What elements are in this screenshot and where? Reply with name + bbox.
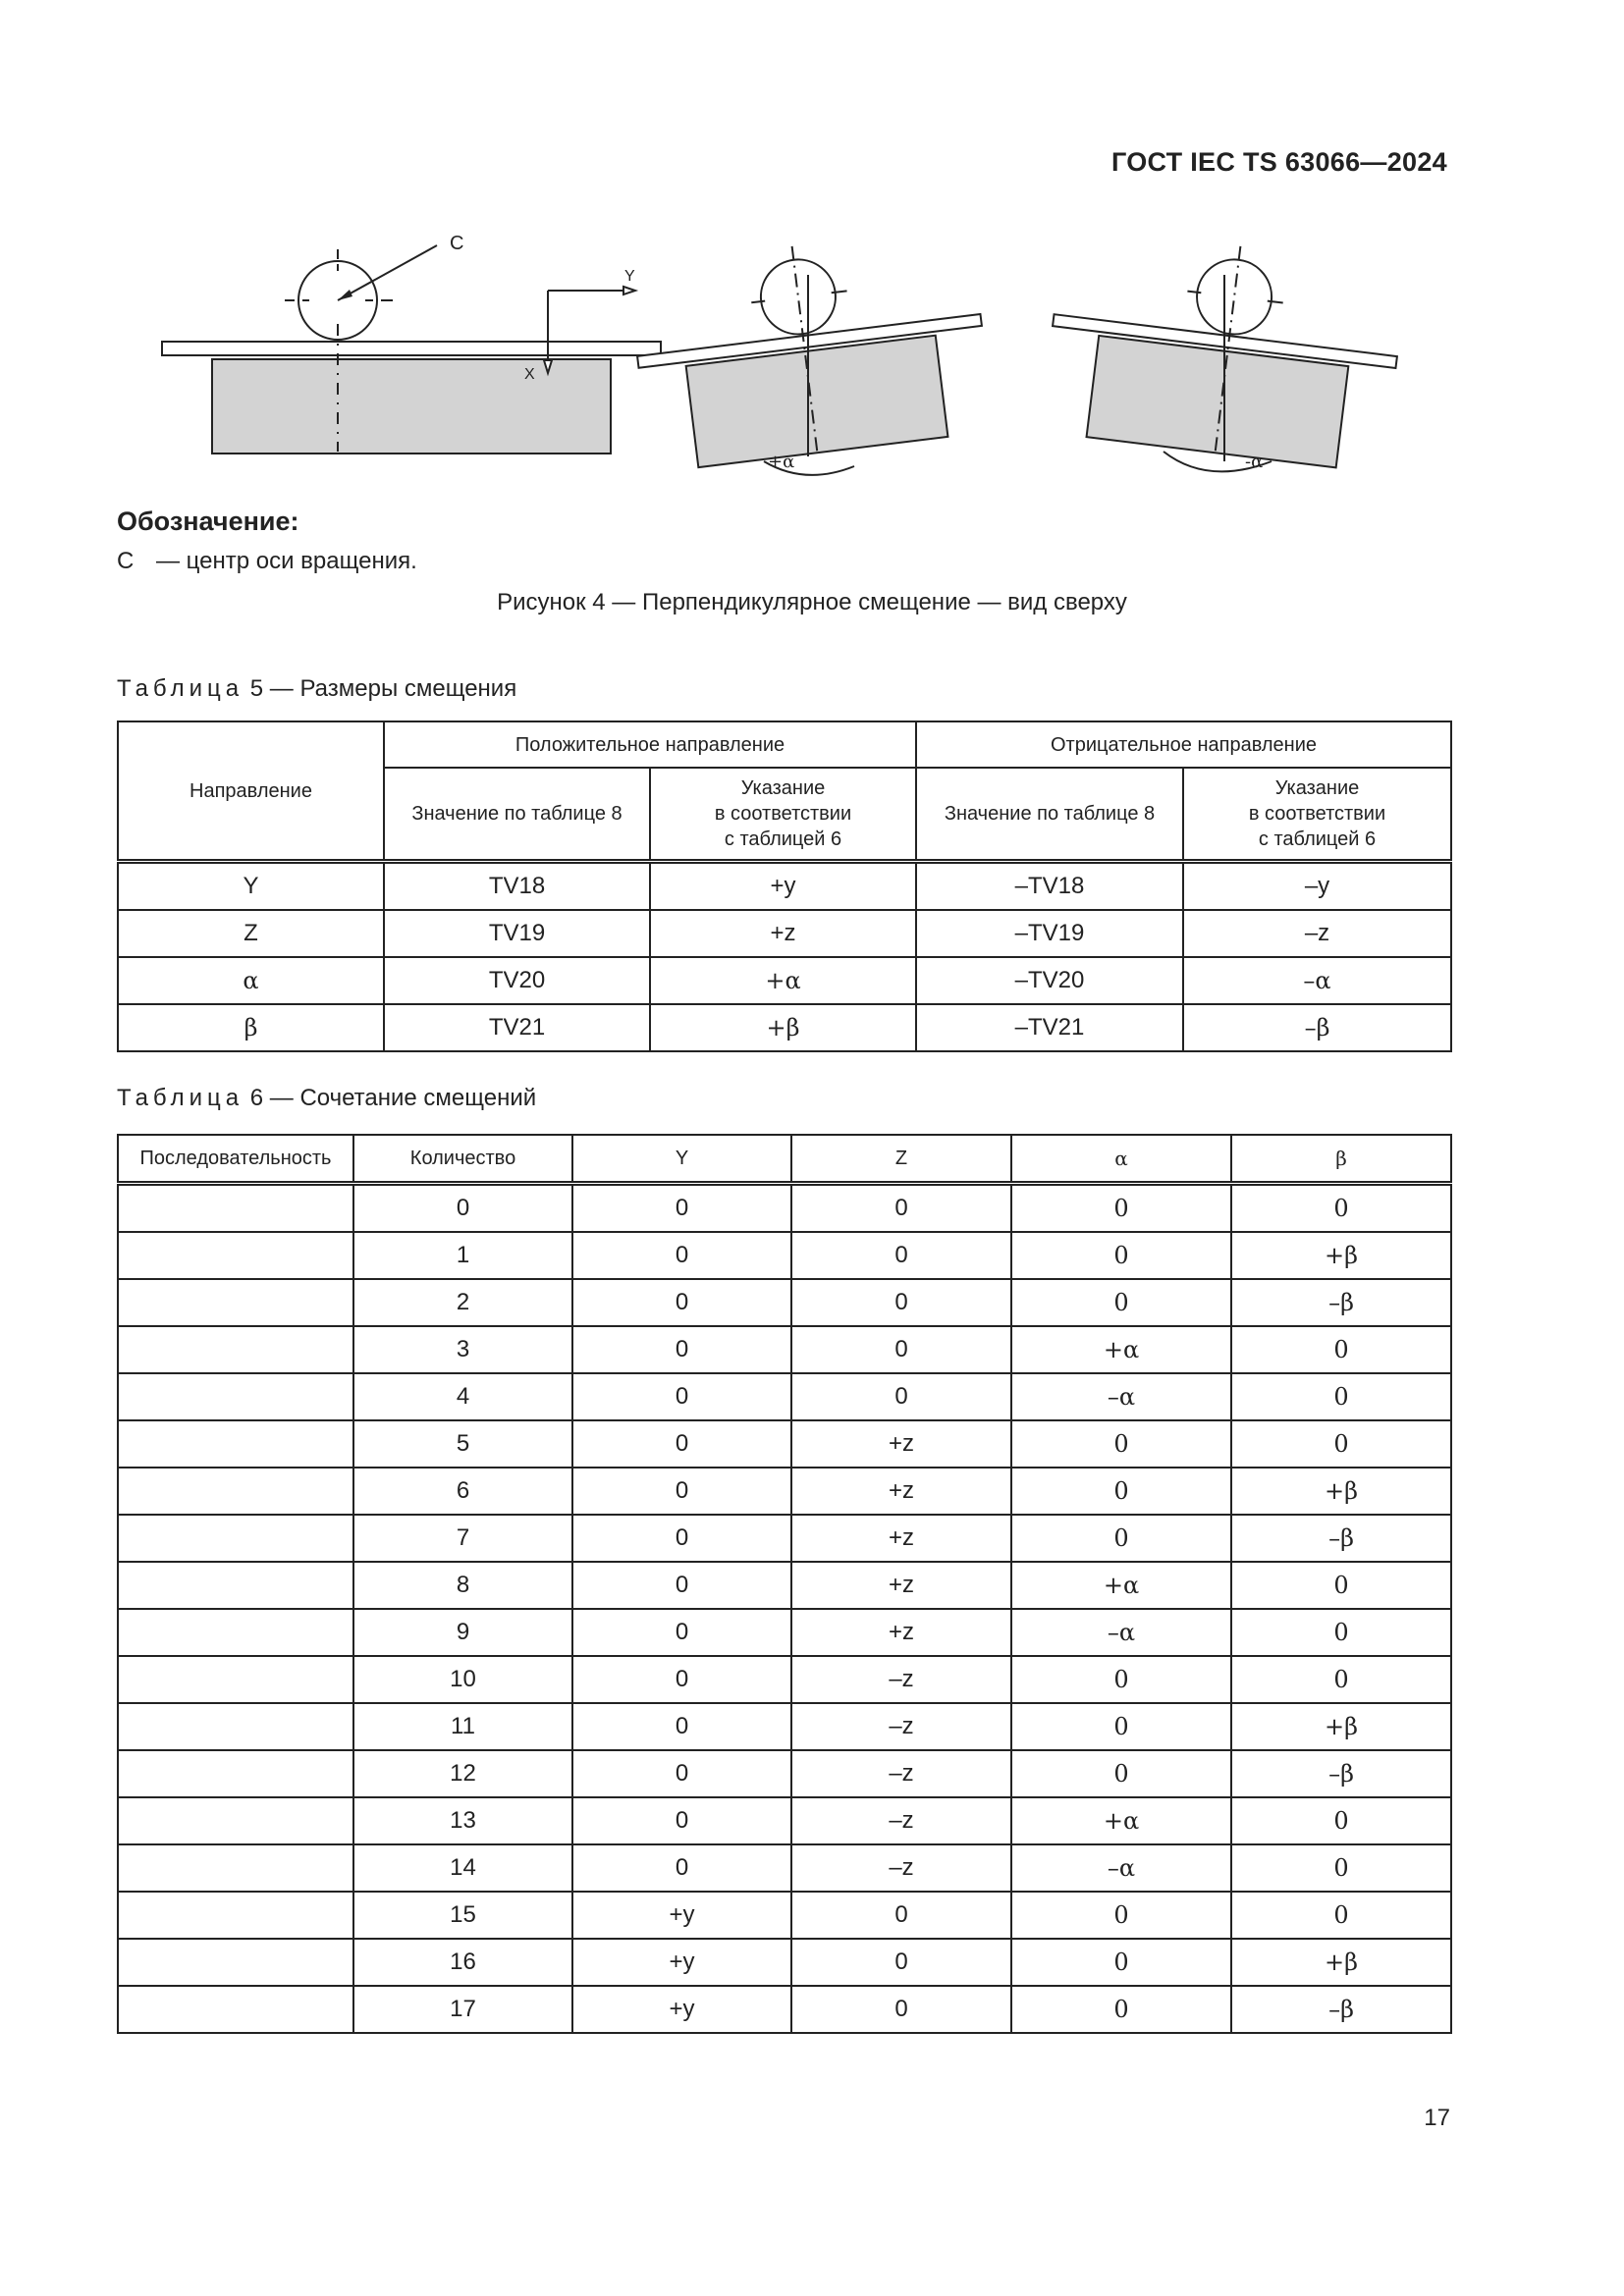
t5-cell: –TV18 (916, 862, 1183, 911)
t6-cell (118, 1515, 353, 1562)
table-row (118, 1750, 1451, 1797)
t5-ind-line2: в соответствии (714, 803, 852, 825)
t6-cell: 9 (353, 1609, 572, 1656)
table-row (118, 1373, 1451, 1420)
t6-cell: +α (1011, 1562, 1231, 1609)
t6-cell: 0 (791, 1939, 1011, 1986)
table-row (118, 862, 1451, 911)
t6-cell (118, 1184, 353, 1233)
t5-header-indication-neg (1183, 768, 1451, 862)
table-row (118, 1797, 1451, 1844)
t6-cell: 0 (1011, 1515, 1231, 1562)
t6-cell: 0 (572, 1184, 791, 1233)
t6-cell: –β (1231, 1750, 1451, 1797)
table-row (118, 1232, 1451, 1279)
t6-cell: 0 (1231, 1184, 1451, 1233)
t6-cell (118, 1232, 353, 1279)
t6-cell: –β (1231, 1515, 1451, 1562)
t6-cell: –z (791, 1656, 1011, 1703)
table-6-caption (117, 1085, 536, 1112)
t6-cell (118, 1986, 353, 2033)
t6-cell: 0 (353, 1184, 572, 1233)
t6-header-sequence: Последовательность (118, 1135, 353, 1184)
t5-header-direction: Направление (118, 721, 384, 862)
legend-symbol: C (117, 548, 135, 574)
t6-cell (118, 1750, 353, 1797)
table-row (118, 910, 1451, 957)
t6-cell: 0 (572, 1326, 791, 1373)
table-5-caption (117, 675, 516, 703)
figure-4-diagram (147, 216, 1424, 481)
t6-cell: –β (1231, 1986, 1451, 2033)
t6-cell: –β (1231, 1279, 1451, 1326)
t6-cell: –α (1011, 1609, 1231, 1656)
t6-cell: +z (791, 1562, 1011, 1609)
t6-cell: 0 (1011, 1939, 1231, 1986)
table-row (118, 1892, 1451, 1939)
figure-angle-positive: +α (768, 452, 795, 472)
table-row (118, 957, 1451, 1004)
table-row (118, 1004, 1451, 1051)
t6-cell: +y (572, 1892, 791, 1939)
t6-cell: –α (1011, 1373, 1231, 1420)
t6-cell: 0 (791, 1232, 1011, 1279)
t5-cell: +z (650, 910, 916, 957)
t6-cell: +z (791, 1468, 1011, 1515)
t5-cell: –TV20 (916, 957, 1183, 1004)
t5-cell: –y (1183, 862, 1451, 911)
t6-cell: 7 (353, 1515, 572, 1562)
t5-cell: TV18 (384, 862, 650, 911)
table-row (118, 1184, 1451, 1233)
t6-cell: 0 (791, 1184, 1011, 1233)
t6-cell (118, 1844, 353, 1892)
t6-cell: +β (1231, 1232, 1451, 1279)
t6-cell: 10 (353, 1656, 572, 1703)
table-6-caption-word: Таблица (117, 1085, 244, 1111)
t6-cell: 0 (572, 1562, 791, 1609)
table-row (118, 1986, 1451, 2033)
t5-cell: TV21 (384, 1004, 650, 1051)
t5-ind-line3: с таблицей 6 (1258, 828, 1377, 850)
t6-cell (118, 1279, 353, 1326)
t6-cell (118, 1939, 353, 1986)
t6-cell: 0 (572, 1420, 791, 1468)
t6-cell: –z (791, 1797, 1011, 1844)
figure-caption: Рисунок 4 — Перпендикулярное смещение — вид сверху (497, 589, 1127, 615)
t6-cell: 3 (353, 1326, 572, 1373)
t5-cell: –TV21 (916, 1004, 1183, 1051)
t6-cell: 0 (791, 1892, 1011, 1939)
figure-axis-y: Y (624, 268, 635, 285)
table-row (118, 1656, 1451, 1703)
figure-label-c: C (450, 233, 464, 254)
t6-cell: 4 (353, 1373, 572, 1420)
t5-cell: +β (650, 1004, 916, 1051)
t6-cell (118, 1797, 353, 1844)
legend-title: Обозначение: (117, 507, 299, 536)
t5-cell: TV20 (384, 957, 650, 1004)
t6-cell: 15 (353, 1892, 572, 1939)
t6-cell: 0 (1011, 1750, 1231, 1797)
t6-cell: 0 (1231, 1797, 1451, 1844)
t6-cell: 0 (572, 1373, 791, 1420)
t5-cell: +α (650, 957, 916, 1004)
t6-cell: +β (1231, 1939, 1451, 1986)
t5-cell: α (118, 957, 384, 1004)
t6-cell: +β (1231, 1468, 1451, 1515)
t5-cell: –β (1183, 1004, 1451, 1051)
t6-header-z: Z (791, 1135, 1011, 1184)
t6-cell (118, 1562, 353, 1609)
t6-cell: 12 (353, 1750, 572, 1797)
t6-cell (118, 1420, 353, 1468)
t6-cell: –z (791, 1844, 1011, 1892)
t6-cell: 0 (1231, 1844, 1451, 1892)
table-row (118, 1609, 1451, 1656)
t6-cell: –α (1011, 1844, 1231, 1892)
t6-cell (118, 1892, 353, 1939)
t5-cell: Y (118, 862, 384, 911)
t6-cell: 6 (353, 1468, 572, 1515)
table-row (118, 1468, 1451, 1515)
table-5-caption-text: 5 — Размеры смещения (249, 675, 517, 702)
t6-cell (118, 1468, 353, 1515)
t5-cell: –z (1183, 910, 1451, 957)
figure-axis-x: X (524, 366, 535, 383)
t6-cell: 0 (572, 1468, 791, 1515)
t6-cell: +z (791, 1420, 1011, 1468)
t6-cell: 8 (353, 1562, 572, 1609)
t5-cell: +y (650, 862, 916, 911)
page-number: 17 (1424, 2105, 1450, 2131)
t6-cell: 0 (572, 1797, 791, 1844)
t6-cell: 0 (1231, 1373, 1451, 1420)
t6-cell: +y (572, 1939, 791, 1986)
t6-cell: 0 (1011, 1468, 1231, 1515)
table-row (118, 1420, 1451, 1468)
t5-cell: β (118, 1004, 384, 1051)
t6-cell: +y (572, 1986, 791, 2033)
t6-cell: 11 (353, 1703, 572, 1750)
t5-ind-line1: Указание (740, 777, 826, 799)
table-6-caption-text: 6 — Сочетание смещений (249, 1085, 537, 1111)
t6-cell: 0 (1011, 1279, 1231, 1326)
t6-cell: 0 (791, 1279, 1011, 1326)
t6-cell: 14 (353, 1844, 572, 1892)
table-5 (117, 721, 1452, 1052)
t6-cell: +z (791, 1609, 1011, 1656)
table-row (118, 1326, 1451, 1373)
t5-cell: –TV19 (916, 910, 1183, 957)
t6-cell: 0 (1231, 1562, 1451, 1609)
t5-header-positive: Положительное направление (384, 721, 916, 768)
table-row (118, 1844, 1451, 1892)
t6-cell: 16 (353, 1939, 572, 1986)
table-row (118, 1703, 1451, 1750)
t6-cell: 0 (572, 1750, 791, 1797)
t6-cell: 0 (1011, 1420, 1231, 1468)
figure-view-positive-alpha (626, 225, 996, 476)
t6-cell: 0 (1231, 1326, 1451, 1373)
t6-cell: –z (791, 1703, 1011, 1750)
t5-header-indication-pos (650, 768, 916, 862)
t6-cell: 0 (791, 1326, 1011, 1373)
t6-cell: 0 (1011, 1703, 1231, 1750)
figure-angle-negative: -α (1245, 452, 1264, 472)
t6-cell: +z (791, 1515, 1011, 1562)
t6-header-alpha: α (1011, 1135, 1231, 1184)
t6-cell: 0 (791, 1373, 1011, 1420)
t6-cell: 0 (572, 1844, 791, 1892)
table-5-caption-word: Таблица (117, 675, 244, 702)
t6-cell (118, 1609, 353, 1656)
t6-cell: +β (1231, 1703, 1451, 1750)
t6-cell: 1 (353, 1232, 572, 1279)
table-row (118, 1562, 1451, 1609)
t5-cell: TV19 (384, 910, 650, 957)
t5-ind-line1: Указание (1274, 777, 1360, 799)
t6-cell: 5 (353, 1420, 572, 1468)
legend-text: — центр оси вращения. (156, 548, 417, 574)
t6-cell: 0 (791, 1986, 1011, 2033)
t6-cell (118, 1373, 353, 1420)
table-6-body (118, 1184, 1451, 2034)
t6-cell: 17 (353, 1986, 572, 2033)
t6-cell: 0 (1011, 1184, 1231, 1233)
legend-item (117, 548, 417, 575)
t6-cell: 0 (1231, 1609, 1451, 1656)
t6-cell: 0 (572, 1515, 791, 1562)
t6-cell: +α (1011, 1797, 1231, 1844)
t5-ind-line2: в соответствии (1248, 803, 1386, 825)
t6-cell (118, 1703, 353, 1750)
table-row (118, 1279, 1451, 1326)
t6-header-y: Y (572, 1135, 791, 1184)
t6-cell (118, 1656, 353, 1703)
t5-header-value-neg: Значение по таблице 8 (916, 768, 1183, 862)
t6-cell: +α (1011, 1326, 1231, 1373)
t5-header-negative: Отрицательное направление (916, 721, 1451, 768)
t6-cell: 0 (1231, 1892, 1451, 1939)
t6-cell: 0 (572, 1609, 791, 1656)
t6-cell: 0 (1011, 1232, 1231, 1279)
table-row (118, 1515, 1451, 1562)
t6-header-beta: β (1231, 1135, 1451, 1184)
table-row (118, 1939, 1451, 1986)
t5-header-value-pos: Значение по таблице 8 (384, 768, 650, 862)
document-header: ГОСТ IEC TS 63066—2024 (1110, 147, 1447, 177)
t6-cell: 0 (572, 1232, 791, 1279)
t5-cell: –α (1183, 957, 1451, 1004)
t6-header-count: Количество (353, 1135, 572, 1184)
t6-cell: 0 (1011, 1656, 1231, 1703)
t6-cell: 0 (1231, 1656, 1451, 1703)
t6-cell: 0 (1231, 1420, 1451, 1468)
t6-cell: 2 (353, 1279, 572, 1326)
t6-cell: 0 (1011, 1892, 1231, 1939)
t6-cell: 0 (572, 1279, 791, 1326)
figure-view-neutral (162, 245, 661, 454)
t5-ind-line3: с таблицей 6 (724, 828, 842, 850)
t6-cell (118, 1326, 353, 1373)
t6-cell: 0 (572, 1656, 791, 1703)
t6-cell: 0 (1011, 1986, 1231, 2033)
t6-cell: –z (791, 1750, 1011, 1797)
table-6 (117, 1134, 1452, 2034)
t6-cell: 13 (353, 1797, 572, 1844)
t6-cell: 0 (572, 1703, 791, 1750)
t5-cell: Z (118, 910, 384, 957)
